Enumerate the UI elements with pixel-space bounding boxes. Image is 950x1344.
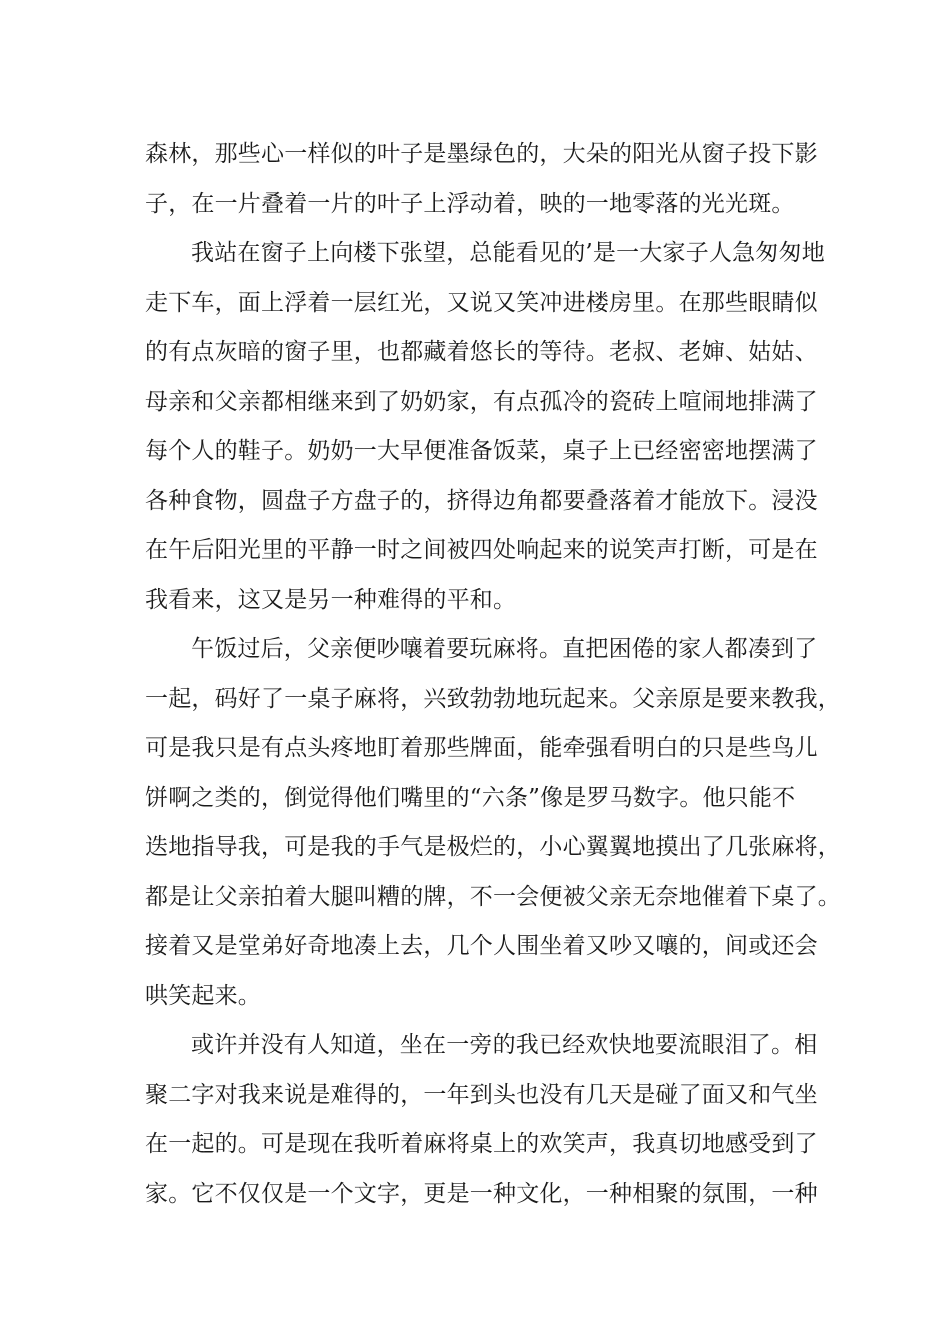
text-line: 的有点灰暗的窗子里，也都藏着悠长的等待。老叔、老婶、姑姑、	[145, 339, 818, 365]
text-line: 饼啊之类的，倒觉得他们嘴里的“六条”像是罗马数字。他只能不	[145, 784, 796, 811]
text-line: 或许并没有人知道，坐在一旁的我已经欢快地要流眼泪了。相	[191, 1032, 818, 1058]
text-line: 我站在窗子上向楼下张望，总能看见的’是一大家子人急匆匆地	[191, 240, 825, 266]
text-line: 家。它不仅仅是一个文字，更是一种文化，一种相聚的氛围，一种	[145, 1180, 818, 1207]
text-line: 迭地指导我，可是我的手气是极烂的，小心翼翼地摸出了几张麻将，	[145, 834, 841, 860]
text-line: 我看来，这又是另一种难得的平和。	[145, 586, 517, 613]
text-line: 午饭过后，父亲便吵嚷着要玩麻将。直把困倦的家人都凑到了	[191, 636, 818, 662]
text-line: 走下车，面上浮着一层红光，又说又笑冲进楼房里。在那些眼睛似	[145, 289, 818, 316]
text-line: 各种食物，圆盘子方盘子的，挤得边角都要叠落着才能放下。浸没	[145, 487, 818, 514]
text-line: 子，在一片叠着一片的叶子上浮动着，映的一地零落的光光斑。	[145, 190, 795, 217]
text-line: 接着又是堂弟好奇地凑上去，几个人围坐着又吵又嚷的，间或还会	[145, 933, 818, 959]
text-line: 在午后阳光里的平静一时之间被四处响起来的说笑声打断，可是在	[145, 537, 818, 563]
text-line: 聚二字对我来说是难得的，一年到头也没有几天是碰了面又和气坐	[145, 1081, 818, 1108]
document-body	[145, 130, 841, 1219]
text-line: 森林，那些心一样似的叶子是墨绿色的，大朵的阳光从窗子投下影	[145, 141, 818, 167]
text-line: 母亲和父亲都相继来到了奶奶家，有点孤冷的瓷砖上喧闹地排满了	[145, 388, 818, 415]
text-line: 可是我只是有点头疼地盯着那些牌面，能牵强看明白的只是些鸟儿	[145, 735, 818, 761]
text-line: 一起，码好了一桌子麻将，兴致勃勃地玩起来。父亲原是要来教我，	[145, 685, 841, 712]
text-line: 哄笑起来。	[145, 982, 261, 1009]
text-line: 都是让父亲拍着大腿叫糟的牌，不一会便被父亲无奈地催着下桌了。	[145, 883, 841, 910]
text-line: 每个人的鞋子。奶奶一大早便准备饭菜，桌子上已经密密地摆满了	[145, 438, 818, 464]
text-line: 在一起的。可是现在我听着麻将桌上的欢笑声，我真切地感受到了	[145, 1131, 818, 1157]
